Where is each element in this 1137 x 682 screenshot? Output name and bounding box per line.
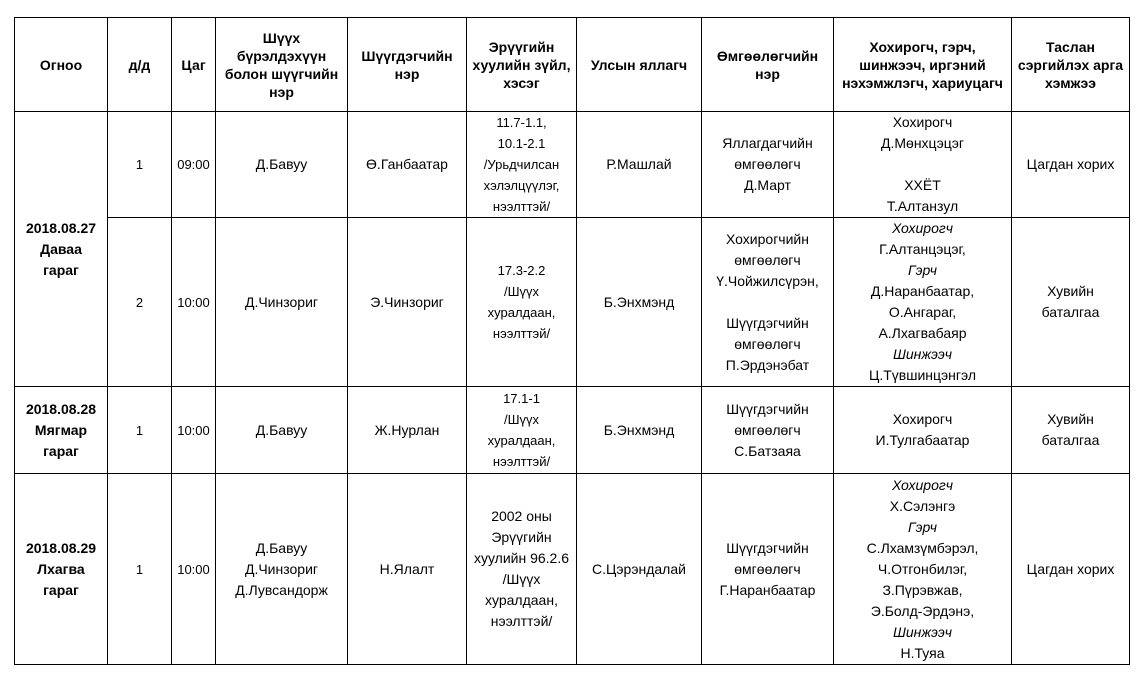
party-name: И.Тулгабаатар xyxy=(875,432,970,448)
defendant-cell: Э.Чинзориг xyxy=(348,218,467,387)
article-line: хуралдаан, xyxy=(485,592,558,608)
time-cell: 10:00 xyxy=(172,218,216,387)
date-text: 2018.08.27 xyxy=(25,219,97,236)
parties-cell xyxy=(834,387,1012,474)
measure-line: Хувийн xyxy=(1047,283,1094,299)
num-cell: 1 xyxy=(108,474,172,665)
advocate-line: өмгөөлөгч xyxy=(734,421,801,438)
prosecutor-cell: Б.Энхмэнд xyxy=(577,387,702,474)
advocate-cell xyxy=(702,112,834,218)
header-num: д/д xyxy=(108,18,172,112)
defendant-cell: Ж.Нурлан xyxy=(348,387,467,474)
article-line: хэлэлцүүлэг, xyxy=(483,178,560,193)
blank-line xyxy=(837,154,1008,175)
article-line: хуралдаан, xyxy=(487,305,556,320)
measure-cell: Цагдан хорих xyxy=(1012,112,1130,218)
article-cell xyxy=(467,112,577,218)
advocate-cell xyxy=(702,387,834,474)
article-line: нээлттэй/ xyxy=(492,199,551,214)
party-name: О.Ангараг, xyxy=(888,304,957,320)
header-time: Цаг xyxy=(172,18,216,112)
table-row xyxy=(15,387,1130,474)
party-role: Шинжээч xyxy=(892,623,953,640)
party-name: А.Лхагвабаяр xyxy=(878,325,967,341)
party-role: Хохирогч xyxy=(891,476,954,493)
time-cell: 10:00 xyxy=(172,474,216,665)
defendant-cell: Н.Ялалт xyxy=(348,474,467,665)
weekday-suffix: гараг xyxy=(43,442,79,459)
header-row xyxy=(15,18,1130,112)
parties-cell xyxy=(834,112,1012,218)
measure-cell xyxy=(1012,387,1130,474)
measure-line: баталгаа xyxy=(1041,304,1100,320)
party-name: С.Лхамзүмбэрэл, xyxy=(866,539,979,556)
header-panel: Шүүх бүрэлдэхүүн болон шүүгчийн нэр xyxy=(216,18,348,112)
weekday-text: Мягмар xyxy=(34,421,88,438)
weekday-text: Лхагва xyxy=(37,560,85,577)
defendant-cell: Ө.Ганбаатар xyxy=(348,112,467,218)
article-cell xyxy=(467,387,577,474)
measure-cell: Цагдан хорих xyxy=(1012,474,1130,665)
advocate-line: өмгөөлөгч xyxy=(734,560,801,577)
table-row xyxy=(15,112,1130,218)
weekday-suffix: гараг xyxy=(43,261,79,278)
header-measure: Таслан сэргийлэх арга хэмжээ xyxy=(1012,18,1130,112)
article-cell xyxy=(467,218,577,387)
table-row xyxy=(15,474,1130,665)
party-name: Г.Алтанцэцэг, xyxy=(879,241,966,257)
party-name: Т.Алтанзул xyxy=(886,198,959,214)
party-role: Шинжээч xyxy=(892,346,953,362)
party-name: Х.Сэлэнгэ xyxy=(889,497,956,514)
measure-line: баталгаа xyxy=(1041,432,1100,448)
weekday-text: Даваа xyxy=(40,240,82,257)
article-line: 10.1-2.1 xyxy=(497,136,546,151)
article-line: хуралдаан, xyxy=(487,433,556,448)
parties-cell xyxy=(834,218,1012,387)
party-role: Гэрч xyxy=(908,518,937,535)
header-advocate: Өмгөөлөгчийн нэр xyxy=(702,18,834,112)
judge-cell: Д.Бавуу xyxy=(216,112,348,218)
prosecutor-cell: Б.Энхмэнд xyxy=(577,218,702,387)
date-cell xyxy=(15,387,108,474)
party-role: Хохирогч xyxy=(892,411,953,427)
article-line: нээлттэй/ xyxy=(492,326,551,341)
advocate-line: Шүүгдэгчийн xyxy=(726,400,809,417)
header-article: Эрүүгийн хуулийн зүйл, хэсэг xyxy=(467,18,577,112)
num-cell: 2 xyxy=(108,218,172,387)
judge-line: Д.Чинзориг xyxy=(244,560,318,577)
article-cell xyxy=(467,474,577,665)
party-role: ХХЁТ xyxy=(904,177,941,193)
advocate-cell xyxy=(702,474,834,665)
measure-line: Хувийн xyxy=(1047,411,1094,427)
advocate-line: Ү.Чойжилсүрэн, xyxy=(716,272,819,289)
party-name: Д.Мөнхцэцэг xyxy=(881,135,964,151)
advocate-line: Г.Наранбаатар xyxy=(719,581,816,598)
advocate-line: Д.Март xyxy=(744,177,791,193)
header-defendant: Шүүгдэгчийн нэр xyxy=(348,18,467,112)
party-role: Хохирогч xyxy=(891,220,954,236)
judge-cell: Д.Бавуу xyxy=(216,387,348,474)
advocate-line: өмгөөлөгч xyxy=(734,156,801,172)
party-name: Д.Наранбаатар, xyxy=(870,283,975,299)
judge-line: Д.Бавуу xyxy=(255,539,308,556)
article-line: 2002 оны xyxy=(491,508,552,524)
article-line: /Шүүх xyxy=(503,412,540,427)
party-name: Э.Болд-Эрдэнэ, xyxy=(870,602,975,619)
prosecutor-cell: Р.Машлай xyxy=(577,112,702,218)
advocate-line: С.Батзаяа xyxy=(734,442,801,459)
header-prosecutor: Улсын яллагч xyxy=(577,18,702,112)
party-name: Ц.Түвшинцэнгэл xyxy=(868,367,977,383)
advocate-line: өмгөөлөгч xyxy=(734,335,801,352)
date-text: 2018.08.29 xyxy=(25,539,97,556)
blank-line xyxy=(705,292,830,313)
article-line: нээлттэй/ xyxy=(492,454,551,469)
article-line: 11.7-1.1, xyxy=(496,115,547,130)
num-cell: 1 xyxy=(108,112,172,218)
advocate-line: Хохирогчийн xyxy=(726,230,809,247)
measure-cell xyxy=(1012,218,1130,387)
article-line: Эрүүгийн xyxy=(491,529,552,545)
party-name: Н.Туяа xyxy=(900,644,945,661)
num-cell: 1 xyxy=(108,387,172,474)
article-line: нээлттэй/ xyxy=(490,613,553,629)
article-line: 17.1-1 xyxy=(503,391,540,406)
article-line: хуулийн 96.2.6 xyxy=(473,550,570,566)
date-cell xyxy=(15,474,108,665)
advocate-line: Шүүгдэгчийн xyxy=(726,539,809,556)
time-cell: 09:00 xyxy=(172,112,216,218)
advocate-line: Шүүгдэгчийн xyxy=(726,314,809,331)
parties-cell xyxy=(834,474,1012,665)
judge-line: Д.Лувсандорж xyxy=(235,581,328,598)
party-name: З.Пүрэвжав, xyxy=(882,581,963,598)
header-date: Огноо xyxy=(15,18,108,112)
header-parties: Хохирогч, гэрч, шинжээч, иргэний нэхэмжлэгч, хариуцагч xyxy=(834,18,1012,112)
article-line: /Шүүх xyxy=(502,571,541,587)
judge-cell xyxy=(216,474,348,665)
table-row xyxy=(15,218,1130,387)
advocate-cell xyxy=(702,218,834,387)
article-line: 17.3-2.2 xyxy=(497,263,546,278)
court-schedule-table xyxy=(14,17,1130,665)
judge-cell: Д.Чинзориг xyxy=(216,218,348,387)
party-role: Хохирогч xyxy=(892,114,953,130)
advocate-line: П.Эрдэнэбат xyxy=(725,356,810,373)
date-text: 2018.08.28 xyxy=(25,400,97,417)
time-cell: 10:00 xyxy=(172,387,216,474)
party-name: Ч.Отгонбилэг, xyxy=(877,560,968,577)
prosecutor-cell: С.Цэрэндалай xyxy=(577,474,702,665)
advocate-line: Яллагдагчийн xyxy=(722,135,813,151)
advocate-line: өмгөөлөгч xyxy=(734,251,801,268)
party-role: Гэрч xyxy=(908,262,937,278)
date-cell xyxy=(15,112,108,387)
article-line: /Шүүх xyxy=(503,284,540,299)
weekday-suffix: гараг xyxy=(43,581,79,598)
article-line: /Урьдчилсан xyxy=(483,157,560,172)
